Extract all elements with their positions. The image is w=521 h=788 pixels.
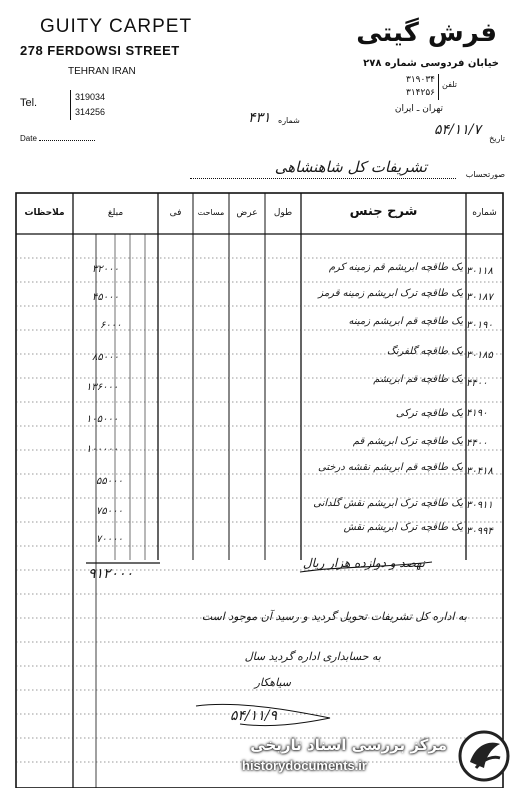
footer-date: ۵۴/۱۱/۹	[230, 708, 278, 724]
row-description: یک طاقچه ترک ابریشم قم	[352, 436, 463, 447]
row-amount: ۶۰۰۰	[100, 320, 122, 331]
watermark-logo-icon	[456, 728, 512, 784]
handwritten-account-name: تشریفات کل شاهنشاهی	[274, 158, 427, 176]
row-number: ۴۴۰۰	[466, 438, 488, 449]
header-unit-price: فی	[169, 208, 182, 218]
row-number: ۴۴۰۰	[466, 378, 488, 389]
delivery-note: به اداره کل تشریفات تحویل گردید و رسید آن موجود است	[201, 610, 467, 623]
row-description: یک طاقچه ترک ابریشم زمینه قرمز	[318, 288, 463, 299]
english-date-label: Date	[20, 134, 37, 143]
row-description: یک طاقچه ابریشم قم زمینه کرم	[328, 262, 463, 273]
invoice-number-label: شماره	[278, 116, 300, 125]
row-number: ۳۰۹۱۱	[466, 500, 493, 511]
header-amount: مبلغ	[107, 208, 124, 218]
handwritten-date: ۵۴/۱۱/۷	[433, 122, 481, 138]
row-number: ۳۰۴۱۸	[466, 466, 493, 477]
header-length: طول	[273, 208, 293, 218]
handwritten-invoice-number: ۴۳۱	[248, 110, 271, 126]
english-phone-2: 314256	[75, 107, 106, 117]
row-amount: ۳۲۰۰۰	[92, 264, 119, 275]
english-company-name: GUITY CARPET	[40, 16, 193, 37]
row-amount: ۴۵۰۰۰	[92, 292, 119, 303]
row-description: یک طاقچه قم ابریشم زمینه	[348, 316, 463, 327]
header-notes: ملاحظات	[24, 208, 65, 218]
watermark-title: مرکز بررسی اسناد تاریخی	[250, 736, 447, 754]
english-city: TEHRAN IRAN	[68, 66, 136, 77]
row-number: ۳۰۱۱۸	[466, 266, 493, 277]
persian-street-address: خیابان فردوسی شماره ۲۷۸	[363, 58, 499, 69]
row-amount: ۱۰۰۰۰۰	[86, 444, 119, 455]
accounting-note: به حسابداری اداره گردید سال	[244, 650, 381, 663]
persian-city: تهران ـ ایران	[394, 104, 443, 114]
row-amount: ۵۵۰۰۰	[96, 476, 123, 487]
total-in-words-note: نهصد و دوازده هزار ریال	[302, 556, 425, 570]
header-description: شرح جنس	[349, 204, 418, 219]
signature-name: سیاهکار	[254, 676, 291, 689]
row-number: ۴۱۹۰	[466, 408, 488, 419]
header-area: مساحت	[197, 208, 225, 217]
row-description: یک طاقچه قم ابریشم	[373, 374, 463, 385]
english-street-address: 278 FERDOWSI STREET	[20, 43, 180, 58]
row-description: یک طاقچه ترکی	[395, 408, 463, 419]
persian-date-label: تاریخ	[489, 134, 505, 143]
row-description: یک طاقچه ترک ابریشم نقش گلدانی	[313, 498, 463, 509]
row-description: یک طاقچه گلفرنگ	[386, 346, 463, 357]
row-amount: ۸۵۰۰۰	[92, 352, 119, 363]
persian-phone-2: ۳۱۴۲۵۶	[405, 88, 435, 98]
english-phone-1: 319034	[75, 92, 106, 102]
persian-phone-label: تلفن	[441, 80, 457, 89]
row-number: ۳۰۹۹۴	[466, 526, 493, 537]
row-number: ۳۰۱۸۷	[466, 292, 493, 303]
row-amount: ۷۰۰۰۰	[96, 534, 123, 545]
row-number: ۳۰۱۸۵	[466, 350, 493, 361]
row-amount: ۱۰۵۰۰۰	[86, 414, 119, 425]
persian-phone-1: ۳۱۹۰۳۴	[405, 75, 435, 85]
invoice-total: ۹۱۲۰۰۰	[88, 566, 134, 582]
header-number: شماره	[472, 208, 497, 218]
row-description: یک طاقچه قم ابریشم نقشه درختی	[317, 462, 463, 473]
row-amount: ۱۳۶۰۰۰	[86, 382, 119, 393]
row-description: یک طاقچه ترک ابریشم نقش	[343, 522, 463, 533]
header-width: عرض	[236, 208, 258, 218]
persian-company-name: فرش گیتی	[356, 18, 497, 48]
account-label: صورتحساب	[465, 170, 505, 179]
english-tel-label: Tel.	[20, 97, 38, 109]
row-amount: ۷۵۰۰۰	[96, 506, 123, 517]
row-number: ۳۰۱۹۰	[466, 320, 493, 331]
watermark-url: historydocuments.ir	[242, 758, 367, 773]
